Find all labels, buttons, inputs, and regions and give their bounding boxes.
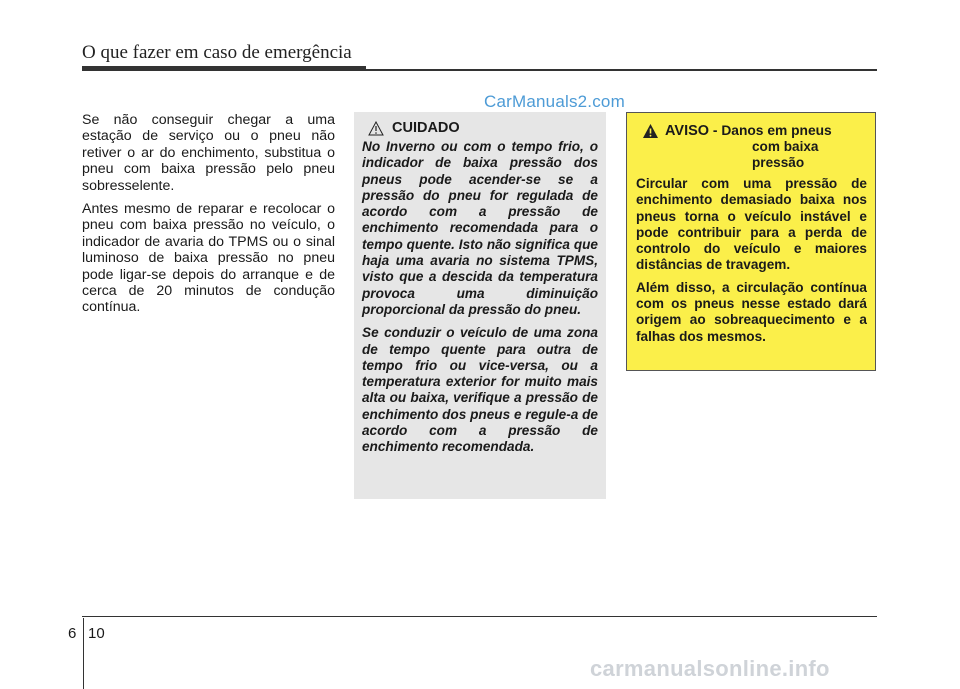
caution-paragraph: No Inverno ou com o tempo frio, o indicador de baixa pressão dos pneus pode acender-se se a pressão do pneu for regulada de acordo com a pressão de enchimento recomendada para o tempo quente. Isto não significa que haja uma avaria no sistema TPMS, visto que a descida da temperatura provoca uma diminuição proporcional da pressão do pneu.: [362, 139, 598, 317]
header-rule-thick: [82, 66, 366, 71]
warning-title: [665, 123, 867, 171]
warning-box: [626, 112, 876, 371]
body-paragraph: Se não conseguir chegar a uma estação de serviço ou o pneu não retiver o ar do enchimento, substitua o pneu com baixa pressão pelo pneu sobresselente.: [82, 112, 335, 194]
page-number: 10: [88, 625, 105, 642]
footer-rule: [82, 616, 877, 617]
header-rule-thin: [366, 69, 877, 71]
watermark-bottom: carmanualsonline.info: [590, 656, 830, 681]
page-chapter-number: 6: [68, 625, 77, 642]
caution-triangle-icon: [368, 121, 384, 136]
caution-header: [362, 120, 598, 136]
warning-label: AVISO: [665, 123, 710, 139]
caution-box: [354, 112, 606, 499]
warning-paragraph: Além disso, a circulação contínua com os pneus nesse estado dará origem ao sobreaquecimento e a falhas dos mesmos.: [636, 279, 867, 344]
page-header-title: O que fazer em caso de emergência: [82, 42, 352, 63]
warning-subtitle-line2: com baixa pressão: [752, 139, 819, 170]
warning-triangle-icon: [642, 123, 659, 139]
warning-paragraph: Circular com uma pressão de enchimento demasiado baixa nos pneus torna o veículo instável e pode contribuir para a perda de controlo do veículo e maiores distâncias de travagem.: [636, 176, 867, 273]
body-text-column: [82, 112, 335, 323]
caution-title: CUIDADO: [392, 120, 460, 136]
watermark-top: CarManuals2.com: [484, 92, 625, 111]
warning-subtitle: - Danos em pneus: [712, 123, 832, 138]
caution-paragraph: Se conduzir o veículo de uma zona de tempo quente para outra de tempo frio ou vice-versa, ou a temperatura exterior for muito mais alta ou baixa, verifique a pressão de enchimento dos pneus e regule-a de acordo com a pressão de enchimento recomendada.: [362, 325, 598, 455]
body-paragraph: Antes mesmo de reparar e recolocar o pneu com baixa pressão no veículo, o indicador de avaria do TPMS ou o sinal luminoso de baixa pressão no pneu pode ligar-se depois do arranque e de cerca de 20 minutos de condução contínua.: [82, 201, 335, 316]
warning-header: [636, 123, 867, 171]
footer-divider: [83, 618, 84, 689]
